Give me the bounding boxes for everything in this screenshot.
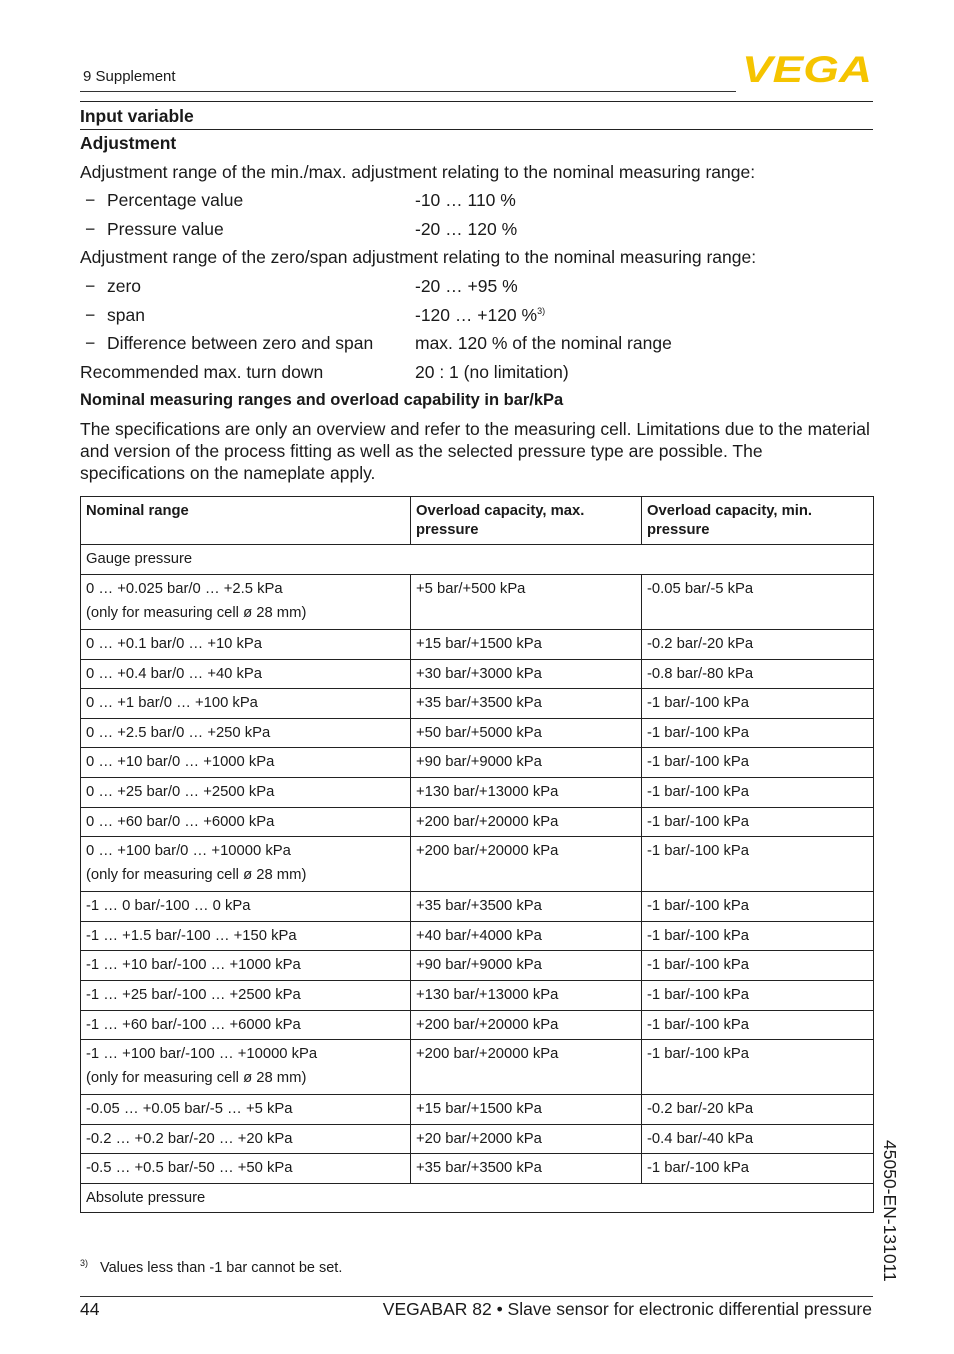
document-title: VEGABAR 82 • Slave sensor for electronic differential pressure: [382, 1299, 872, 1319]
nominal-range-cell: -1 … +10 bar/-100 … +1000 kPa: [81, 951, 411, 981]
list-item: − span: [85, 305, 145, 325]
overload-min-cell: -0.05 bar/-5 kPa: [642, 575, 874, 630]
table-row: [81, 575, 874, 630]
nominal-range-cell: 0 … +10 bar/0 … +1000 kPa: [81, 748, 411, 778]
nominal-range-cell: 0 … +0.1 bar/0 … +10 kPa: [81, 630, 411, 660]
table-row: [81, 1124, 874, 1154]
overload-max-cell: +40 bar/+4000 kPa: [411, 921, 642, 951]
nominal-range-cell: 0 … +25 bar/0 … +2500 kPa: [81, 777, 411, 807]
overload-min-cell: -1 bar/-100 kPa: [642, 921, 874, 951]
overload-min-cell: -1 bar/-100 kPa: [642, 892, 874, 922]
section-rule: [80, 129, 873, 130]
nominal-range-cell: -1 … +60 bar/-100 … +6000 kPa: [81, 1010, 411, 1040]
overload-max-cell: +90 bar/+9000 kPa: [411, 951, 642, 981]
svg-text:VEGA: VEGA: [742, 52, 872, 84]
group-label: Gauge pressure: [81, 545, 874, 575]
overload-max-cell: +130 bar/+13000 kPa: [411, 777, 642, 807]
table-row: [81, 1095, 874, 1125]
section-title: 9 Supplement: [83, 68, 176, 85]
overload-min-cell: -1 bar/-100 kPa: [642, 807, 874, 837]
overload-min-cell: -1 bar/-100 kPa: [642, 980, 874, 1010]
nominal-range-cell: -0.5 … +0.5 bar/-50 … +50 kPa: [81, 1154, 411, 1184]
column-header: Overload capacity, min. pressure: [642, 497, 874, 545]
list-value: -20 … +95 %: [415, 276, 518, 296]
table-row: [81, 659, 874, 689]
table-row: [81, 718, 874, 748]
overload-max-cell: +90 bar/+9000 kPa: [411, 748, 642, 778]
footnote: $^{3)}$ Values less than -1 bar cannot be set.: [80, 1258, 343, 1276]
nominal-range-cell: 0 … +60 bar/0 … +6000 kPa: [81, 807, 411, 837]
overload-max-cell: +200 bar/+20000 kPa: [411, 1040, 642, 1095]
list-item: − zero: [85, 276, 142, 296]
range-note: (only for measuring cell ø 28 mm): [86, 605, 307, 621]
column-header: Overload capacity, max. pressure: [411, 497, 642, 545]
zerospan-intro: Adjustment range of the zero/span adjustment relating to the nominal measuring range:: [80, 247, 757, 267]
overload-max-cell: +35 bar/+3500 kPa: [411, 1154, 642, 1184]
table-row: [81, 689, 874, 719]
nominal-range-cell: 0 … +0.4 bar/0 … +40 kPa: [81, 659, 411, 689]
overload-max-cell: +50 bar/+5000 kPa: [411, 718, 642, 748]
footnote-ref: 3): [537, 306, 546, 317]
overload-max-cell: +130 bar/+13000 kPa: [411, 980, 642, 1010]
table-row: [81, 1010, 874, 1040]
section-rule: [80, 101, 873, 102]
list-value: -20 … 120 %: [415, 219, 518, 239]
overload-min-cell: -1 bar/-100 kPa: [642, 1154, 874, 1184]
nominal-range-cell: -0.2 … +0.2 bar/-20 … +20 kPa: [81, 1124, 411, 1154]
table-row: [81, 748, 874, 778]
overload-max-cell: +35 bar/+3500 kPa: [411, 892, 642, 922]
overload-min-cell: -1 bar/-100 kPa: [642, 1010, 874, 1040]
nominal-range-cell: -1 … +100 bar/-100 … +10000 kPa (only for measuring cell ø 28 mm): [81, 1040, 411, 1095]
table-row: [81, 980, 874, 1010]
overload-max-cell: +5 bar/+500 kPa: [411, 575, 642, 630]
table-row: [81, 1154, 874, 1184]
table-row: [81, 630, 874, 660]
document-code: 45050-EN-131011: [880, 1140, 900, 1282]
list-item: − Pressure value: [85, 219, 224, 239]
overload-max-cell: +15 bar/+1500 kPa: [411, 630, 642, 660]
list-value: max. 120 % of the nominal range: [415, 333, 672, 353]
input-variable-heading: Input variable: [80, 106, 194, 126]
vega-logo: [742, 52, 872, 84]
overload-max-cell: +30 bar/+3000 kPa: [411, 659, 642, 689]
nominal-range-cell: -0.05 … +0.05 bar/-5 … +5 kPa: [81, 1095, 411, 1125]
table-row: [81, 807, 874, 837]
overload-max-cell: +200 bar/+20000 kPa: [411, 837, 642, 892]
overload-min-cell: -1 bar/-100 kPa: [642, 748, 874, 778]
list-item: − Percentage value: [85, 190, 244, 210]
adjustment-heading: Adjustment: [80, 133, 177, 153]
nominal-range-cell: -1 … +1.5 bar/-100 … +150 kPa: [81, 921, 411, 951]
range-note: (only for measuring cell ø 28 mm): [86, 1070, 307, 1087]
nominal-range-cell: 0 … +1 bar/0 … +100 kPa: [81, 689, 411, 719]
overload-max-cell: +15 bar/+1500 kPa: [411, 1095, 642, 1125]
nominal-range-cell: -1 … +25 bar/-100 … +2500 kPa: [81, 980, 411, 1010]
overload-max-cell: +20 bar/+2000 kPa: [411, 1124, 642, 1154]
overload-min-cell: -1 bar/-100 kPa: [642, 718, 874, 748]
overload-min-cell: -1 bar/-100 kPa: [642, 951, 874, 981]
table-row: [81, 837, 874, 892]
overload-min-cell: -1 bar/-100 kPa: [642, 689, 874, 719]
nominal-heading: Nominal measuring ranges and overload capability in bar/kPa: [80, 391, 564, 409]
overload-min-cell: -1 bar/-100 kPa: [642, 837, 874, 892]
nominal-range-cell: 0 … +100 bar/0 … +10000 kPa (only for measuring cell ø 28 mm): [81, 837, 411, 892]
table-group-row: [81, 1183, 874, 1212]
list-value: -120 … +120 %$^{3)}$: [415, 305, 546, 325]
turndown-label: Recommended max. turn down: [80, 362, 324, 382]
overload-min-cell: -0.8 bar/-80 kPa: [642, 659, 874, 689]
list-item: − Difference between zero and span: [85, 333, 374, 353]
overload-min-cell: -0.2 bar/-20 kPa: [642, 630, 874, 660]
overload-min-cell: -0.2 bar/-20 kPa: [642, 1095, 874, 1125]
nominal-range-cell: -1 … 0 bar/-100 … 0 kPa: [81, 892, 411, 922]
table-row: [81, 1040, 874, 1095]
group-label: Absolute pressure: [81, 1183, 874, 1212]
nominal-ranges-table: [80, 496, 874, 1213]
table-row: [81, 921, 874, 951]
overload-min-cell: -0.4 bar/-40 kPa: [642, 1124, 874, 1154]
minmax-intro: Adjustment range of the min./max. adjustment relating to the nominal measuring range:: [80, 162, 756, 182]
overload-min-cell: -1 bar/-100 kPa: [642, 1040, 874, 1095]
page-number: 44: [80, 1299, 100, 1319]
nominal-intro: The specifications are only an overview and refer to the measuring cell. Limitations due to the material and version of the process fitting as well as the selected pressure type are possible. The specifications on the nameplate apply.: [80, 419, 870, 483]
table-row: [81, 951, 874, 981]
overload-max-cell: +200 bar/+20000 kPa: [411, 807, 642, 837]
table-group-row: [81, 545, 874, 575]
range-note: (only for measuring cell ø 28 mm): [86, 867, 307, 884]
nominal-range-cell: 0 … +2.5 bar/0 … +250 kPa: [81, 718, 411, 748]
table-row: [81, 777, 874, 807]
column-header: Nominal range: [81, 497, 411, 545]
footer-divider: [80, 1296, 873, 1297]
turndown-value: 20 : 1 (no limitation): [415, 362, 569, 382]
overload-max-cell: +200 bar/+20000 kPa: [411, 1010, 642, 1040]
overload-max-cell: +35 bar/+3500 kPa: [411, 689, 642, 719]
overload-min-cell: -1 bar/-100 kPa: [642, 777, 874, 807]
table-row: [81, 892, 874, 922]
nominal-range-cell: 0 … +0.025 bar/0 … +2.5 kPa (only for measuring cell ø 28 mm): [81, 575, 411, 630]
header-divider: [80, 91, 736, 92]
list-value: -10 … 110 %: [415, 190, 516, 210]
table-header-row: [81, 497, 874, 545]
